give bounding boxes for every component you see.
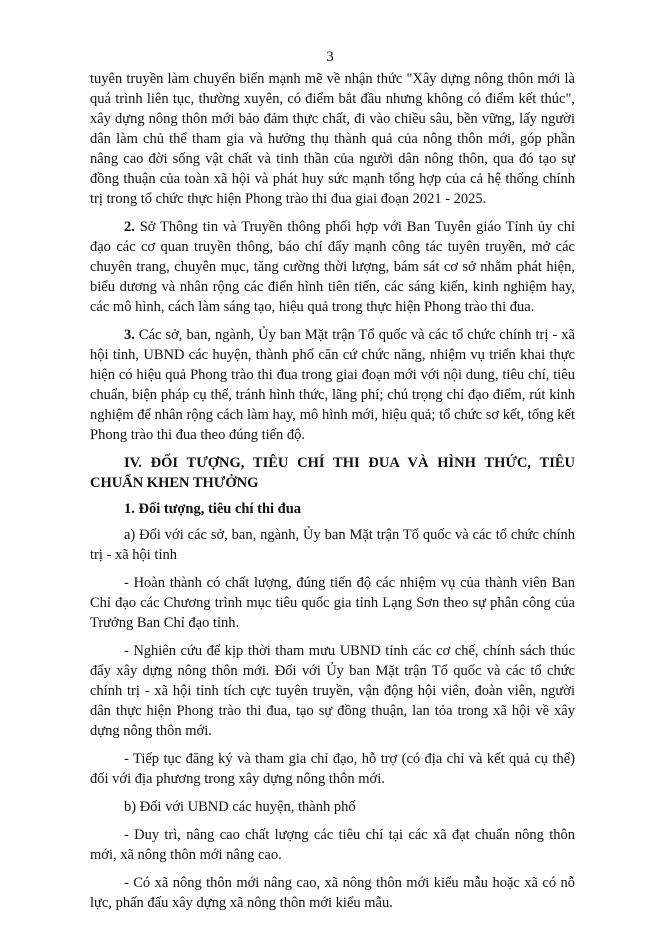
document-body xyxy=(90,69,575,921)
paragraph-text: Các sở, ban, ngành, Ủy ban Mặt trận Tổ quốc và các tổ chức chính trị - xã hội tỉnh, UBND các huyện, thành phố căn cứ chức năng, nhiệm vụ triển khai thực hiện có hiệu quả Phong trào thi đua trong giai đoạn mới với nội dung, tiêu chí, tiêu chuẩn, biện pháp cụ thể, tránh hình thức, lãng phí; chú trọng chỉ đạo điểm, rút kinh nghiệm để nhân rộng cách làm hay, mô hình mới, hiệu quả; tổ chức sơ kết, tổng kết Phong trào thi đua theo đúng tiến độ. xyxy=(90,327,575,443)
paragraph-a: a) Đối với các sở, ban, ngành, Ủy ban Mặt trận Tổ quốc và các tổ chức chính trị - xã hội tỉnh xyxy=(90,527,575,563)
bullet-paragraph: - Nghiên cứu để kịp thời tham mưu UBND tỉnh các cơ chế, chính sách thúc đẩy xây dựng nông thôn mới. Đối với Ủy ban Mặt trận Tổ quốc và các tổ chức chính trị - xã hội tỉnh tích cực tuyên truyền, vận động hội viên, đoàn viên, người dân thực hiện Phong trào thi đua, tạo sự đồng thuận, lan tỏa trong xã hội về xây dựng nông thôn mới. xyxy=(90,643,575,739)
section-heading-iv: IV. ĐỐI TƯỢNG, TIÊU CHÍ THI ĐUA VÀ HÌNH THỨC, TIÊU CHUẨN KHEN THƯỞNG xyxy=(90,455,575,491)
bullet-paragraph: - Duy trì, nâng cao chất lượng các tiêu chí tại các xã đạt chuẩn nông thôn mới, xã nông thôn mới nâng cao. xyxy=(90,827,575,863)
bullet-paragraph: - Có xã nông thôn mới nâng cao, xã nông thôn mới kiểu mẫu hoặc xã có nỗ lực, phấn đấu xây dựng xã nông thôn mới kiểu mẫu. xyxy=(90,875,575,911)
paragraph-text: Sở Thông tin và Truyền thông phối hợp với Ban Tuyên giáo Tỉnh ủy chỉ đạo các cơ quan truyền thông, báo chí đẩy mạnh công tác tuyên truyền, mở các chuyên trang, chuyên mục, tăng cường thời lượng, bám sát cơ sở nhằm phát hiện, biểu dương và nhân rộng các điển hình tiên tiến, các sáng kiến, kinh nghiệm hay, các mô hình, cách làm sáng tạo, hiệu quả trong thực hiện Phong trào thi đua. xyxy=(90,219,575,315)
item-number: 3. xyxy=(124,327,135,343)
subsection-heading-1: 1. Đối tượng, tiêu chí thi đua xyxy=(124,501,302,517)
bullet-paragraph: - Tiếp tục đăng ký và tham gia chỉ đạo, hỗ trợ (có địa chỉ và kết quả cụ thể) đối với địa phương trong xây dựng nông thôn mới. xyxy=(90,751,575,787)
page-number: 3 xyxy=(326,49,334,65)
item-number: 2. xyxy=(124,219,135,235)
bullet-paragraph: - Hoàn thành có chất lượng, đúng tiến độ các nhiệm vụ của thành viên Ban Chỉ đạo các Chương trình mục tiêu quốc gia tỉnh Lạng Sơn theo sự phân công của Trưởng Ban Chỉ đạo tỉnh. xyxy=(90,575,575,631)
paragraph-item-3 xyxy=(90,325,575,445)
paragraph-b: b) Đối với UBND các huyện, thành phố xyxy=(124,799,356,815)
paragraph-continuation: tuyên truyền làm chuyển biến mạnh mẽ về nhận thức "Xây dựng nông thôn mới là quá trình liên tục, thường xuyên, có điểm bắt đầu nhưng không có điểm kết thúc", xây dựng nông thôn mới bảo đảm thực chất, đi vào chiều sâu, bền vững, lấy người dân làm chủ thể tham gia và hưởng thụ thành quả của nông thôn mới, góp phần nâng cao đời sống vật chất và tinh thần của người dân nông thôn, qua đó tạo sự đồng thuận của toàn xã hội và phát huy sức mạnh tổng hợp của cả hệ thống chính trị trong tổ chức thực hiện Phong trào thi đua giai đoạn 2021 - 2025. xyxy=(90,71,575,207)
paragraph-item-2 xyxy=(90,217,575,317)
